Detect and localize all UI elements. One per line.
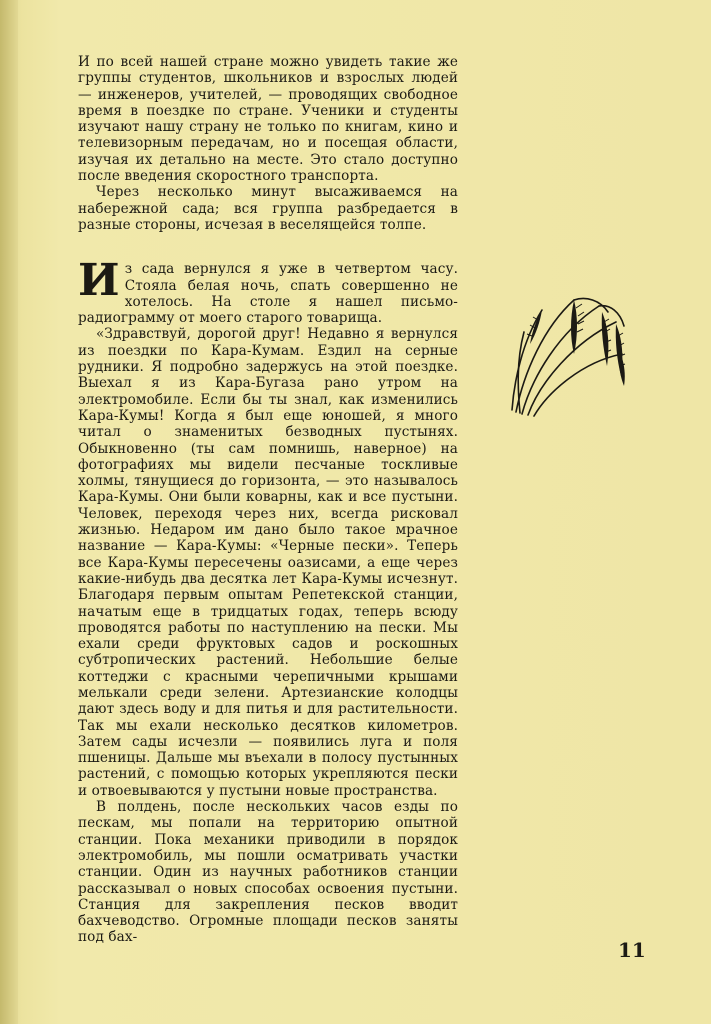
paragraph: «Здравствуй, дорогой друг! Недавно я вернулся из поездки по Кара-Кумам. Ездил на серные рудники. Я подробно задержусь на этой поездке. Выехал я из Кара-Бугаза рано утром на электромобиле. Если бы ты знал, как изменились Кара-Кумы! Когда я был еще юношей, я много читал о знаменитых безводных пустынях. Обыкновенно (ты сам помнишь, наверное) на фотографиях мы видели песчаные тоскливые холмы, тянущиеся до горизонта, — это называлось Кара-Кумы. Они были коварны, как и все пустыни. Человек, переходя через них, всегда рисковал жизнью. Недаром им дано было такое мрачное название — Кара-Кумы: «Черные пески». Теперь все Кара-Кумы пересечены оазисами, а еще через какие-нибудь два десятка лет Кара-Кумы исчезнут. Благодаря первым опытам Репетекской станции, начатым еще в тридцатых годах, теперь всюду проводятся работы по наступлению на пески. Мы ехали среди фруктовых садов и роскошных субтропических растений. Небольшие белые коттеджи с красными черепичными крышами мелькали среди зелени. Артезианские колодцы дают здесь воду и для питья и для растительности. Так мы ехали несколько десятков километров. Затем сады исчезли — появились луга и поля пшеницы. Дальше мы въехали в полосу пустынных растений, с помощью которых укрепляются пески и отвоевываются у пустыни новые пространства. <box>78 326 458 799</box>
section-opening-paragraph <box>78 255 458 327</box>
paragraph: Через несколько минут высаживаемся на набережной сада; вся группа разбредается в разные стороны, исчезая в веселящейся толпе. <box>78 184 458 233</box>
paragraph: И по всей нашей стране можно увидеть такие же группы студентов, школьников и взрослых людей — инженеров, учителей, — проводящих свободное время в поездке по стране. Ученики и студенты изучают нашу страну не только по книгам, кино и телевизорным передачам, но и посещая области, изучая их детально на месте. Это стало доступно после введения скоростного транспорта. <box>78 54 458 185</box>
drop-cap: И <box>78 255 120 307</box>
page-spine-shadow <box>0 0 18 1024</box>
section-break <box>78 233 458 261</box>
desert-grass-illustration <box>504 282 632 417</box>
text-column <box>78 54 458 946</box>
page-number: 11 <box>618 938 646 962</box>
paragraph-text: з сада вернулся я уже в четвертом часу. Стояла белая ночь, спать совершенно не хотелось. На столе я нашел письмо-радиограмму от моего старого товарища. <box>78 261 458 327</box>
paragraph: В полдень, после нескольких часов езды по пескам, мы попали на территорию опытной станции. Пока механики приводили в порядок электромобиль, мы пошли осматривать участки станции. Один из научных работников станции рассказывал о новых способах освоения пустыни. Станция для закрепления песков вводит бахчеводство. Огромные площади песков заняты под бах- <box>78 799 458 946</box>
